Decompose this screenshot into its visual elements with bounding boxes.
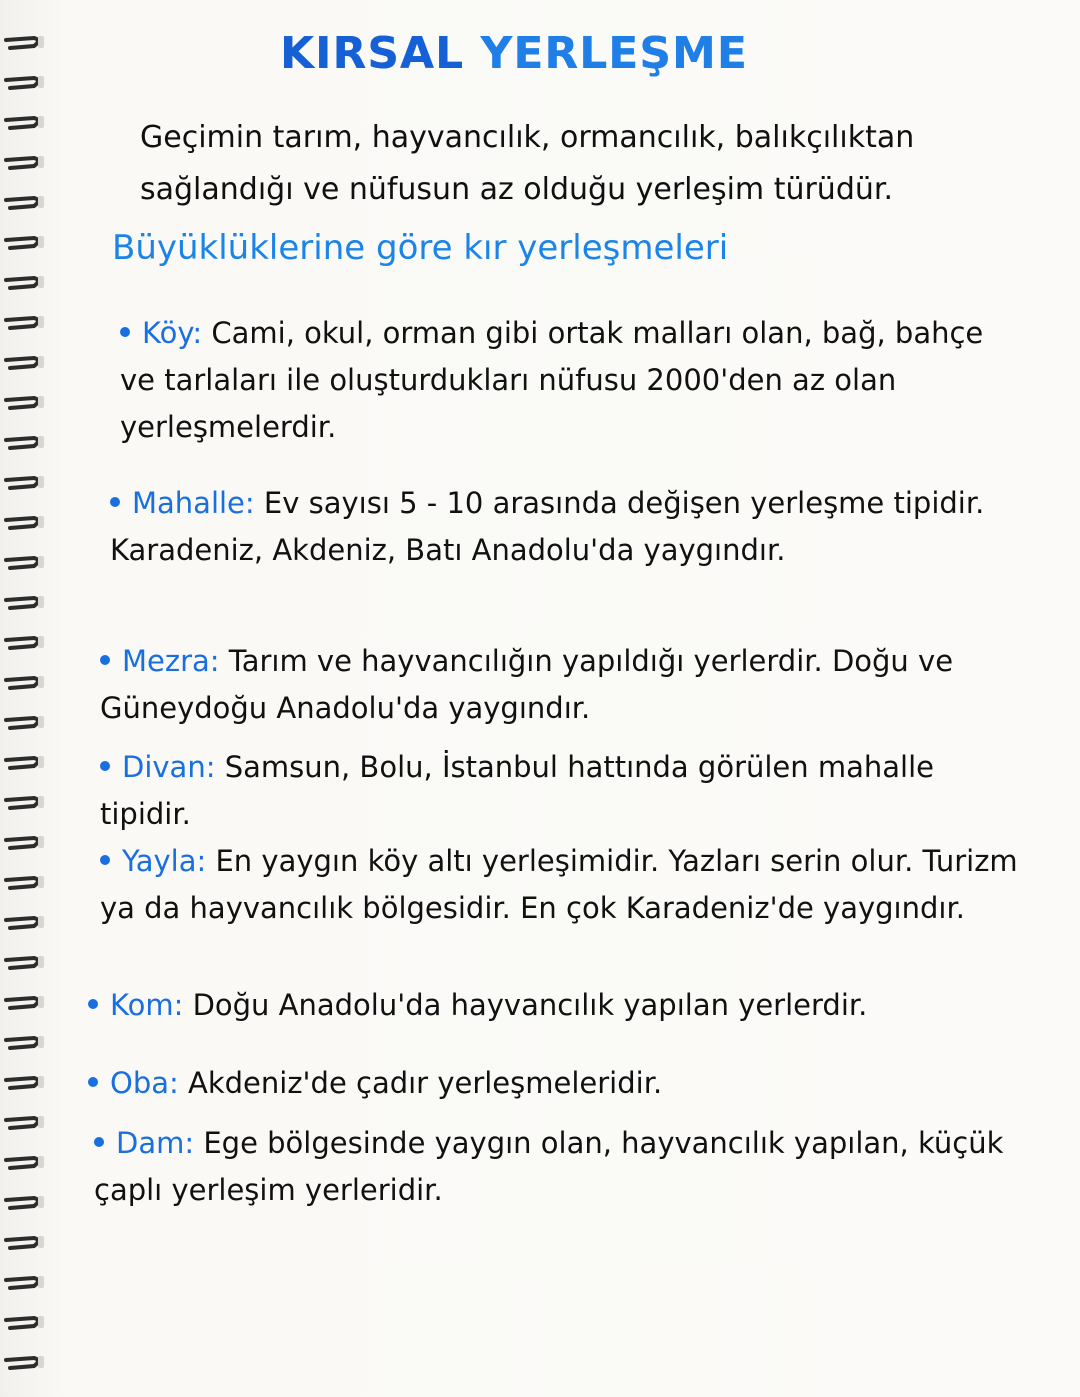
spiral-ring [6, 878, 38, 888]
spiral-ring [6, 1358, 38, 1368]
spiral-hole [38, 996, 44, 1008]
item-oba: Oba: Akdeniz'de çadır yerleşmeleridir. [88, 1060, 1018, 1107]
spiral-hole [38, 1236, 44, 1248]
spiral-hole [38, 516, 44, 528]
spiral-ring [6, 38, 38, 48]
item-mezra: Mezra: Tarım ve hayvancılığın yapıldığı yerlerdir. Doğu ve Güneydoğu Anadolu'da yaygındır. [100, 644, 963, 725]
spiral-ring [6, 998, 38, 1008]
intro-definition: Geçimin tarım, hayvancılık, ormancılık, balıkçılıktan sağlandığı ve nüfusun az olduğu yerleşim türüdür. [140, 120, 915, 207]
spiral-hole [38, 116, 44, 128]
spiral-hole [38, 36, 44, 48]
spiral-hole [38, 1076, 44, 1088]
spiral-ring [6, 1278, 38, 1288]
bullet-icon [100, 855, 110, 865]
title-word-yerlesme: YERLEŞME [480, 28, 748, 79]
spiral-hole [38, 796, 44, 808]
spiral-ring [6, 518, 38, 528]
spiral-hole [38, 556, 44, 568]
spiral-ring [6, 918, 38, 928]
spiral-ring [6, 438, 38, 448]
spiral-ring [6, 1078, 38, 1088]
spiral-ring [6, 838, 38, 848]
spiral-hole [38, 1356, 44, 1368]
item-mahalle: Mahalle: Ev sayısı 5 - 10 arasında değişen yerleşme tipidir. Karadeniz, Akdeniz, Batı Anadolu'da yaygındır. [110, 486, 994, 567]
item-koy: Köy: Cami, okul, orman gibi ortak malları olan, bağ, bahçe ve tarlaları ile oluşturdukları nüfusu 2000'den az olan yerleşmelerdir. [120, 316, 993, 444]
spiral-ring [6, 958, 38, 968]
spiral-ring [6, 1198, 38, 1208]
notes-content [80, 20, 1040, 1320]
spiral-hole [38, 1316, 44, 1328]
bullet-icon [88, 1077, 98, 1087]
spiral-ring [6, 278, 38, 288]
spiral-ring [6, 398, 38, 408]
spiral-hole [38, 596, 44, 608]
spiral-ring [6, 238, 38, 248]
spiral-hole [38, 956, 44, 968]
spiral-ring [6, 1158, 38, 1168]
spiral-ring [6, 598, 38, 608]
spiral-ring [6, 558, 38, 568]
bullet-icon [94, 1137, 104, 1147]
spiral-ring [6, 718, 38, 728]
item-divan: Divan: Samsun, Bolu, İstanbul hattında görülen mahalle tipidir. [100, 750, 944, 831]
spiral-hole [38, 676, 44, 688]
spiral-ring [6, 478, 38, 488]
spiral-hole [38, 876, 44, 888]
spiral-ring [6, 758, 38, 768]
spiral-hole [38, 756, 44, 768]
spiral-ring [6, 1038, 38, 1048]
spiral-hole [38, 196, 44, 208]
spiral-hole [38, 476, 44, 488]
spiral-ring [6, 638, 38, 648]
spiral-hole [38, 276, 44, 288]
spiral-ring [6, 798, 38, 808]
spiral-hole [38, 76, 44, 88]
item-dam: Dam: Ege bölgesinde yaygın olan, hayvancılık yapılan, küçük çaplı yerleşim yerleridir. [94, 1126, 1013, 1207]
item-yayla: Yayla: En yaygın köy altı yerleşimidir. Yazları serin olur. Turizm ya da hayvancılık bölgesidir. En çok Karadeniz'de yaygındır. [100, 844, 1027, 925]
spiral-hole [38, 1276, 44, 1288]
bullet-icon [100, 655, 110, 665]
spiral-hole [38, 236, 44, 248]
spiral-hole [38, 356, 44, 368]
spiral-hole [38, 836, 44, 848]
spiral-ring [6, 1318, 38, 1328]
spiral-hole [38, 916, 44, 928]
spiral-hole [38, 1196, 44, 1208]
spiral-hole [38, 716, 44, 728]
spiral-hole [38, 316, 44, 328]
item-kom: Kom: Doğu Anadolu'da hayvancılık yapılan yerlerdir. [88, 982, 1018, 1029]
bullet-icon [110, 497, 120, 507]
spiral-hole [38, 436, 44, 448]
spiral-ring [6, 158, 38, 168]
spiral-ring [6, 1118, 38, 1128]
spiral-ring [6, 78, 38, 88]
bullet-icon [120, 327, 130, 337]
spiral-hole [38, 1156, 44, 1168]
spiral-ring [6, 678, 38, 688]
bullet-icon [88, 999, 98, 1009]
spiral-ring [6, 358, 38, 368]
spiral-hole [38, 1116, 44, 1128]
page-title [280, 28, 748, 79]
spiral-hole [38, 636, 44, 648]
spiral-ring [6, 198, 38, 208]
section-subtitle: Büyüklüklerine göre kır yerleşmeleri [112, 228, 729, 268]
bullet-icon [100, 761, 110, 771]
spiral-ring [6, 1238, 38, 1248]
spiral-hole [38, 396, 44, 408]
title-word-kirsal: KIRSAL [280, 28, 465, 79]
spiral-ring [6, 118, 38, 128]
spiral-hole [38, 1036, 44, 1048]
spiral-binding [0, 0, 48, 1397]
spiral-hole [38, 156, 44, 168]
spiral-ring [6, 318, 38, 328]
